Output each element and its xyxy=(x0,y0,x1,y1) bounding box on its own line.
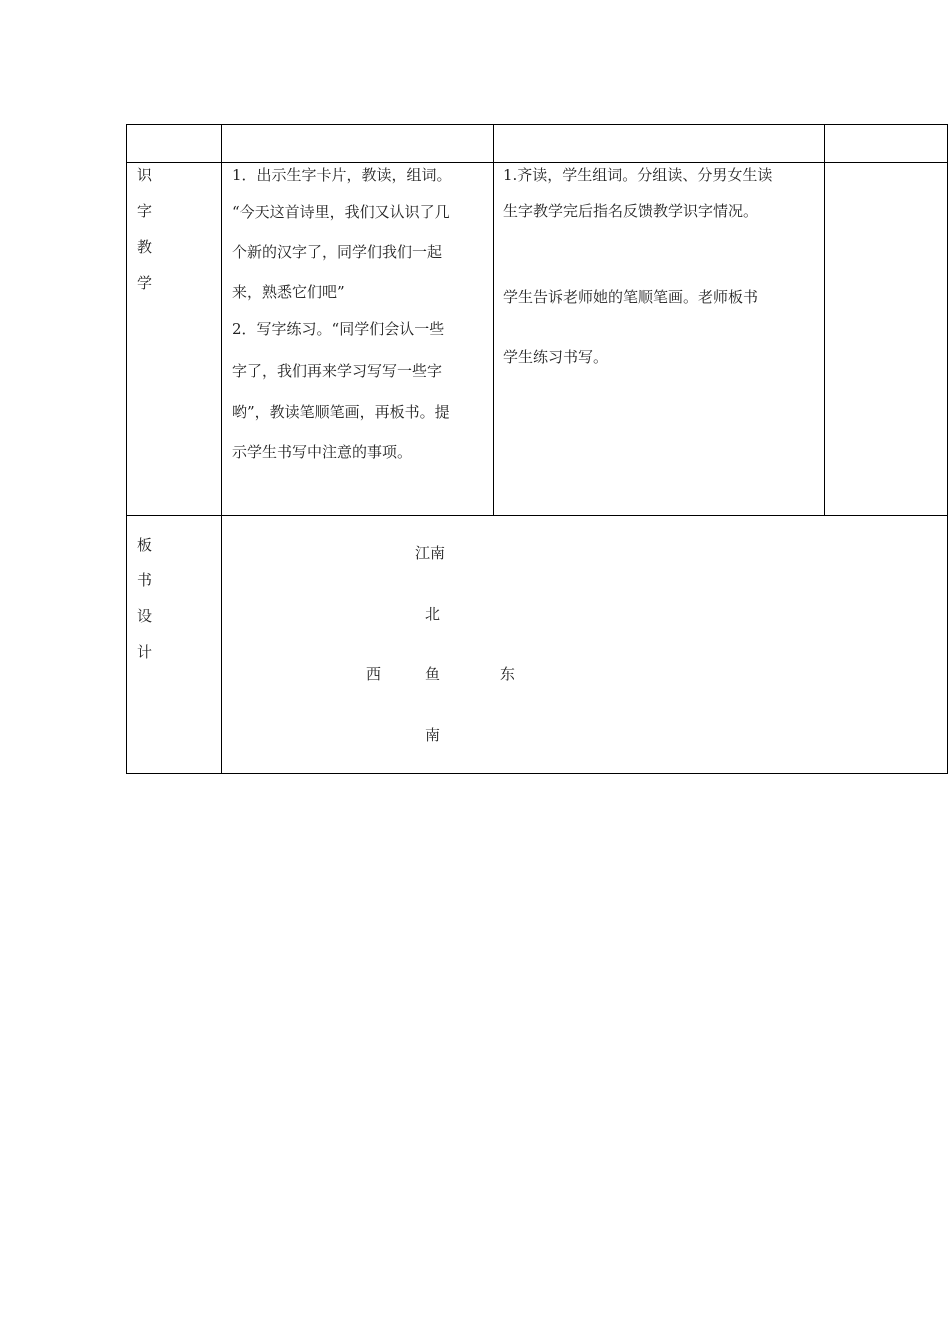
board-title: 江南 xyxy=(415,544,446,562)
table-border-right xyxy=(947,124,948,774)
board-east: 东 xyxy=(500,665,516,683)
board-label-char: 板 xyxy=(137,536,153,554)
table-border-bottom xyxy=(126,773,948,774)
table-border-left xyxy=(126,124,127,774)
teacher-line: 哟”，教读笔顺笔画，再板书。提 xyxy=(232,403,450,421)
table-col-divider-1 xyxy=(221,124,222,774)
board-west: 西 xyxy=(366,665,382,683)
board-label-char: 设 xyxy=(137,607,153,625)
literacy-label-char: 字 xyxy=(137,202,153,220)
board-south: 南 xyxy=(425,726,441,744)
literacy-label-char: 教 xyxy=(137,238,153,256)
student-line: 学生告诉老师她的笔顺笔画。老师板书 xyxy=(503,288,759,306)
teacher-line: 1．出示生字卡片，教读，组词。 xyxy=(232,166,452,184)
table-col-divider-3 xyxy=(824,124,825,516)
table-col-divider-2 xyxy=(493,124,494,516)
board-label-char: 书 xyxy=(137,571,153,589)
board-center: 鱼 xyxy=(425,665,441,683)
board-north: 北 xyxy=(425,605,441,623)
student-line: 1.齐读，学生组词。分组读、分男女生读 xyxy=(503,166,773,184)
board-label-char: 计 xyxy=(137,643,153,661)
student-line: 学生练习书写。 xyxy=(503,348,609,366)
teacher-line: 来，熟悉它们吧” xyxy=(232,283,345,301)
literacy-label-char: 识 xyxy=(137,166,153,184)
teacher-line: 2．写字练习。“同学们会认一些 xyxy=(232,320,445,338)
teacher-line: 示学生书写中注意的事项。 xyxy=(232,443,413,461)
literacy-label-char: 学 xyxy=(137,274,153,292)
teacher-line: 个新的汉字了，同学们我们一起 xyxy=(232,243,443,261)
teacher-line: “今天这首诗里，我们又认识了几 xyxy=(232,203,450,221)
student-line: 生字教学完后指名反馈教学识字情况。 xyxy=(503,202,759,220)
teacher-line: 字了，我们再来学习写写一些字 xyxy=(232,362,443,380)
